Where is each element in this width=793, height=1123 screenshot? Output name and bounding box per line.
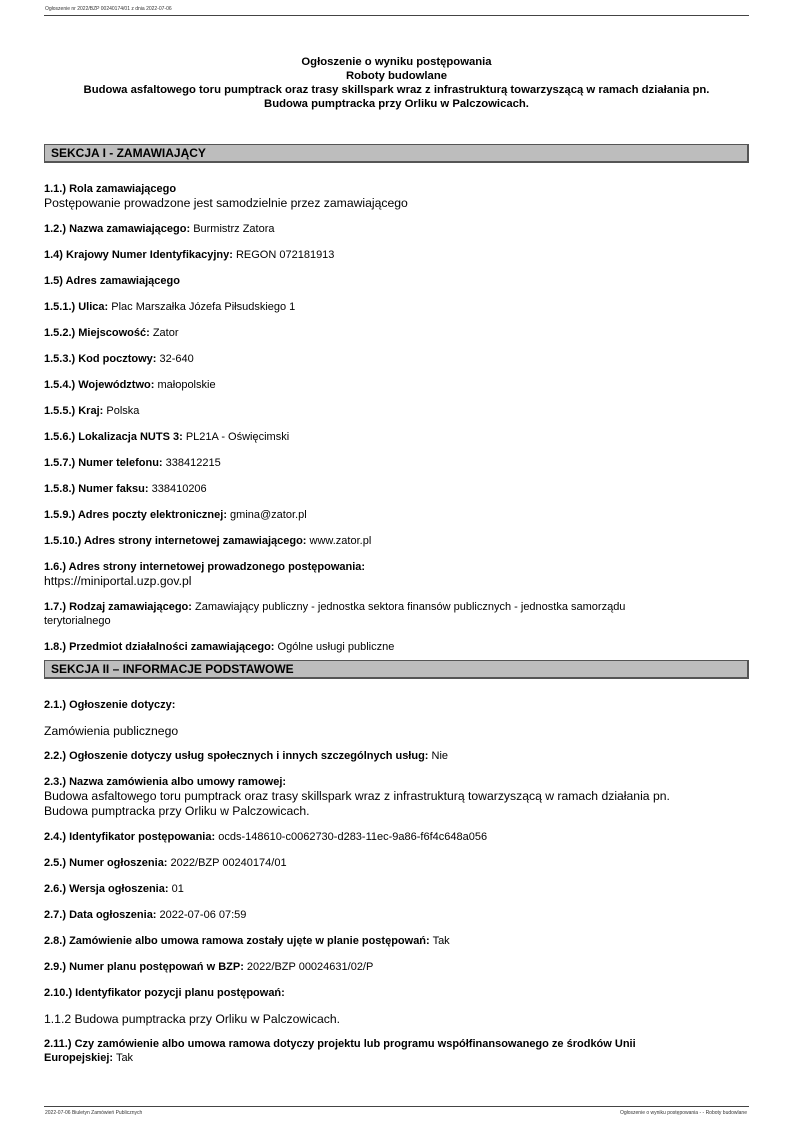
field-label: 1.8.) Przedmiot działalności zamawiającego: xyxy=(44,641,275,653)
field-value: ocds-148610-c0062730-d283-11ec-9a86-f6f4c648a056 xyxy=(218,831,488,843)
field-1-5-6 xyxy=(44,430,749,444)
field-2-7 xyxy=(44,908,749,922)
title-line-1: Ogłoszenie o wyniku postępowania xyxy=(301,56,492,68)
document-title xyxy=(44,55,749,111)
title-line-3: Budowa asfaltowego toru pumptrack oraz trasy skillspark wraz z infrastrukturą towarzyszącą w ramach działania pn. xyxy=(83,84,710,96)
field-2-4 xyxy=(44,830,749,844)
field-value: PL21A - Oświęcimski xyxy=(185,431,290,443)
field-value: Postępowanie prowadzone jest samodzielnie przez zamawiającego xyxy=(44,196,408,210)
field-1-5-1 xyxy=(44,300,749,314)
field-1-7 xyxy=(44,600,749,628)
footer-right: Ogłoszenie o wyniku postępowania - - Roboty budowlane xyxy=(619,1110,747,1116)
field-label: 2.10.) Identyfikator pozycji planu postępowań: xyxy=(44,987,285,999)
field-value: gmina@zator.pl xyxy=(230,509,307,521)
field-1-5-4 xyxy=(44,378,749,392)
field-label: 1.5.9.) Adres poczty elektronicznej: xyxy=(44,509,227,521)
field-value: 01 xyxy=(171,883,184,895)
field-label: 1.5.4.) Województwo: xyxy=(44,379,155,391)
field-1-5-9 xyxy=(44,508,749,522)
field-label: 1.7.) Rodzaj zamawiającego: xyxy=(44,601,192,613)
field-value: 2022/BZP 00024631/02/P xyxy=(246,961,374,973)
field-label: 2.2.) Ogłoszenie dotyczy usług społecznych i innych szczególnych usług: xyxy=(44,750,429,762)
field-2-9 xyxy=(44,960,749,974)
field-1-1 xyxy=(44,182,749,211)
field-1-5-2 xyxy=(44,326,749,340)
field-value: małopolskie xyxy=(157,379,216,391)
field-1-6 xyxy=(44,560,749,589)
field-2-2 xyxy=(44,749,749,763)
document-body xyxy=(44,55,749,1065)
field-value: 2022/BZP 00240174/01 xyxy=(170,857,287,869)
field-label: 1.5.1.) Ulica: xyxy=(44,301,109,313)
field-label: 1.5.6.) Lokalizacja NUTS 3: xyxy=(44,431,183,443)
field-value: Burmistrz Zatora xyxy=(193,223,275,235)
field-label: 2.5.) Numer ogłoszenia: xyxy=(44,857,168,869)
field-label: 1.5.5.) Kraj: xyxy=(44,405,104,417)
field-value: Ogólne usługi publiczne xyxy=(277,641,395,653)
field-2-11 xyxy=(44,1037,749,1065)
field-label: 2.1.) Ogłoszenie dotyczy: xyxy=(44,699,176,711)
field-label: 2.7.) Data ogłoszenia: xyxy=(44,909,157,921)
field-label: 1.5.3.) Kod pocztowy: xyxy=(44,353,157,365)
field-label: 2.4.) Identyfikator postępowania: xyxy=(44,831,216,843)
field-label: 1.5) Adres zamawiającego xyxy=(44,275,180,287)
field-value: www.zator.pl xyxy=(309,535,372,547)
header-rule xyxy=(44,15,749,16)
field-label: 1.4) Krajowy Numer Identyfikacyjny: xyxy=(44,249,233,261)
field-label: 1.5.2.) Miejscowość: xyxy=(44,327,150,339)
field-label: 2.9.) Numer planu postępowań w BZP: xyxy=(44,961,244,973)
field-label: 2.3.) Nazwa zamówienia albo umowy ramowej: xyxy=(44,776,287,788)
field-label: 1.5.7.) Numer telefonu: xyxy=(44,457,163,469)
footer-left: 2022-07-06 Biuletyn Zamówień Publicznych xyxy=(45,1110,143,1116)
field-label: 2.6.) Wersja ogłoszenia: xyxy=(44,883,169,895)
field-2-3 xyxy=(44,775,749,819)
footer-rule xyxy=(44,1106,749,1107)
field-label: 1.5.8.) Numer faksu: xyxy=(44,483,149,495)
field-2-1 xyxy=(44,698,749,738)
title-line-4: Budowa pumptracka przy Orliku w Palczowicach. xyxy=(264,98,529,110)
field-value: Plac Marszałka Józefa Piłsudskiego 1 xyxy=(111,301,296,313)
field-2-10 xyxy=(44,986,749,1026)
field-label: 1.6.) Adres strony internetowej prowadzonego postępowania: xyxy=(44,561,366,573)
field-label: 2.8.) Zamówienie albo umowa ramowa zostały ujęte w planie postępowań: xyxy=(44,935,430,947)
field-value: https://miniportal.uzp.gov.pl xyxy=(44,574,192,588)
field-value: 338412215 xyxy=(165,457,221,469)
field-label: 1.2.) Nazwa zamawiającego: xyxy=(44,223,191,235)
field-value: 1.1.2 Budowa pumptracka przy Orliku w Palczowicach. xyxy=(44,1012,341,1026)
field-1-2 xyxy=(44,222,749,236)
field-value: 2022-07-06 07:59 xyxy=(159,909,247,921)
field-1-5-5 xyxy=(44,404,749,418)
field-value-cont: Budowa pumptracka przy Orliku w Palczowicach. xyxy=(44,804,310,818)
field-value: Budowa asfaltowego toru pumptrack oraz trasy skillspark wraz z infrastrukturą towarzyszącą w ramach działania pn. xyxy=(44,789,670,803)
field-1-5 xyxy=(44,274,749,288)
field-label: 2.11.) Czy zamówienie albo umowa ramowa dotyczy projektu lub programu współfinansowanego ze środków Unii xyxy=(44,1038,636,1050)
field-value: Polska xyxy=(106,405,140,417)
field-value-cont: terytorialnego xyxy=(44,615,111,627)
field-2-5 xyxy=(44,856,749,870)
field-2-6 xyxy=(44,882,749,896)
title-line-2: Roboty budowlane xyxy=(345,70,448,82)
field-value: REGON 072181913 xyxy=(235,249,335,261)
section-1-heading: SEKCJA I - ZAMAWIAJĄCY xyxy=(44,144,749,163)
field-label: 1.5.10.) Adres strony internetowej zamawiającego: xyxy=(44,535,307,547)
field-value: Tak xyxy=(432,935,450,947)
field-value: Nie xyxy=(431,750,449,762)
field-2-8 xyxy=(44,934,749,948)
field-value: 338410206 xyxy=(151,483,207,495)
field-value: Zamówienia publicznego xyxy=(44,724,179,738)
field-1-4 xyxy=(44,248,749,262)
section-2-heading: SEKCJA II – INFORMACJE PODSTAWOWE xyxy=(44,660,749,679)
page-header: Ogłoszenie nr 2022/BZP 00240174/01 z dnia 2022-07-06 xyxy=(45,6,172,12)
field-1-5-3 xyxy=(44,352,749,366)
field-1-5-7 xyxy=(44,456,749,470)
field-value: Zamawiający publiczny - jednostka sektora finansów publicznych - jednostka samorządu xyxy=(195,601,626,613)
field-value: Tak xyxy=(115,1052,134,1064)
field-value: Zator xyxy=(152,327,179,339)
field-1-5-8 xyxy=(44,482,749,496)
field-label: 1.1.) Rola zamawiającego xyxy=(44,183,177,195)
field-value: 32-640 xyxy=(159,353,194,365)
field-label-cont: Europejskiej: xyxy=(44,1052,114,1064)
field-1-5-10 xyxy=(44,534,749,548)
field-1-8 xyxy=(44,640,749,654)
